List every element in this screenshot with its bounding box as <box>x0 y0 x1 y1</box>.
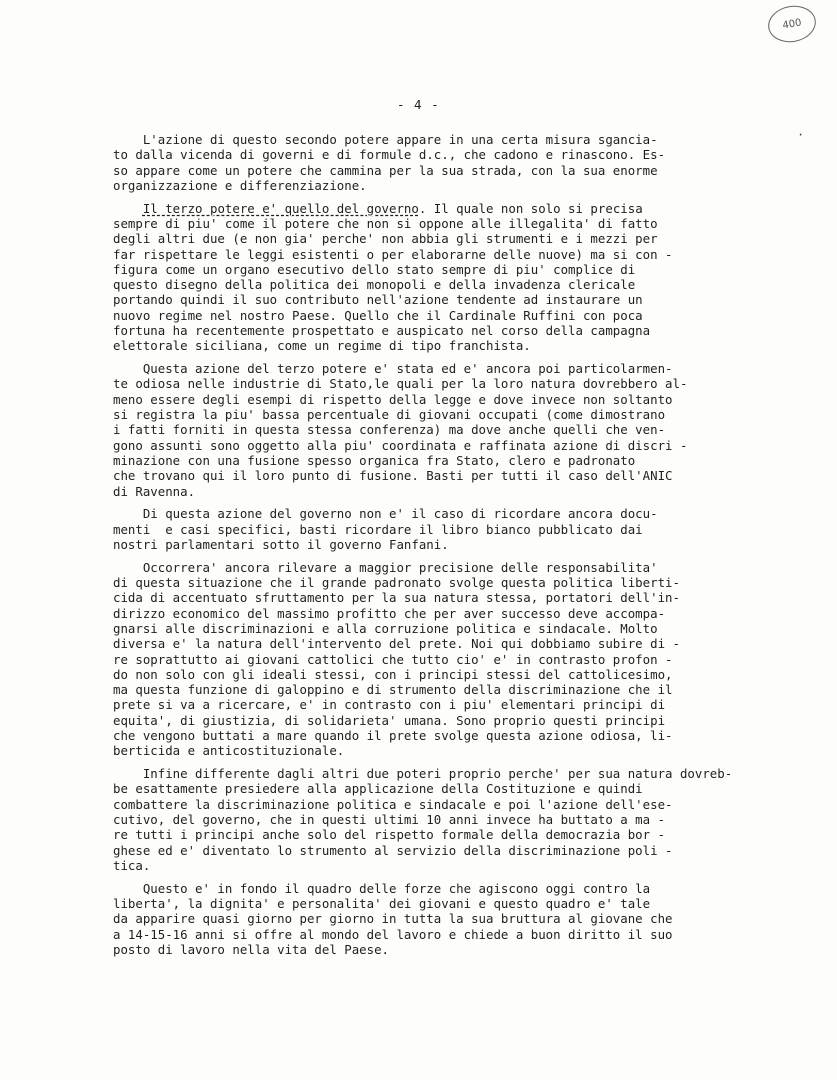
text-line: te odiosa nelle industrie di Stato,le quali per la loro natura dovrebbero al- <box>113 376 688 392</box>
paragraph <box>113 132 763 193</box>
text-line: cida di accentuato sfruttamento per la sua natura stessa, portatori dell'in- <box>113 590 680 606</box>
text-line: menti e casi specifici, basti ricordare il libro bianco pubblicato dai <box>113 521 643 537</box>
text-line: berticida e anticostituzionale. <box>113 743 345 759</box>
text-line: nostri parlamentari sotto il governo Fanfani. <box>113 536 449 552</box>
paragraph <box>113 766 763 873</box>
text-line: Il terzo potere e' quello del governo. Il quale non solo si precisa <box>142 200 643 216</box>
text-line: so appare come un potere che cammina per la sua strada, con la sua enorme <box>113 162 658 178</box>
text-line: nuovo regime nel nostro Paese. Quello che il Cardinale Ruffini con poca <box>113 307 643 323</box>
body-text <box>113 132 763 965</box>
text-line: ma questa funzione di galoppino e di strumento della discriminazione che il <box>113 682 673 698</box>
text-line: Questa azione del terzo potere e' stata ed e' ancora poi particolarmen- <box>113 361 673 377</box>
text-line: equita', di giustizia, di solidarieta' umana. Sono proprio questi principi <box>113 712 666 728</box>
text-line: che vengono buttati a mare quando il prete svolge questa azione odiosa, li- <box>113 727 673 743</box>
text-line: Occorrera' ancora rilevare a maggior precisione delle responsabilita' <box>113 559 658 575</box>
handwritten-page-stamp: 400 <box>765 2 819 46</box>
text-line: elettorale siciliana, come un regime di tipo franchista. <box>113 338 531 354</box>
text-line: dirizzo economico del massimo profitto che per aver successo deve accompa- <box>113 605 666 621</box>
text-line: organizzazione e differenziazione. <box>113 177 367 193</box>
text-line: posto di lavoro nella vita del Paese. <box>113 941 390 957</box>
text-line: fortuna ha recentemente prospettato e auspicato nel corso della campagna <box>113 323 651 339</box>
text-line: gnarsi alle discriminazioni e alla corruzione politica e sindacale. Molto <box>113 620 658 636</box>
text-line: figura come un organo esecutivo dello stato sempre di piu' complice di <box>113 261 636 277</box>
text-line: diversa e' la natura dell'intervento del prete. Noi qui dobbiamo subire di - <box>113 636 680 652</box>
text-line: be esattamente presiedere alla applicazione della Costituzione e quindi <box>113 781 643 797</box>
text-line: minazione con una fusione spesso organica fra Stato, clero e padronato <box>113 452 636 468</box>
page-number: - 4 - <box>397 97 440 112</box>
text-line: si registra la piu' bassa percentuale di giovani occupati (come dimostrano <box>113 407 666 423</box>
text-line: combattere la discriminazione politica e sindacale e poi l'azione dell'ese- <box>113 796 673 812</box>
text-line: cutivo, del governo, che in questi ultimi 10 anni invece ha buttato a ma - <box>113 811 666 827</box>
text-line: liberta', la dignita' e personalita' dei giovani e questo quadro e' tale <box>113 895 651 911</box>
text-line: re tutti i principi anche solo del rispetto formale della democrazia bor - <box>113 827 666 843</box>
text-line: re soprattutto ai giovani cattolici che tutto cio' e' in contrasto profon - <box>113 651 673 667</box>
text-line: di questa situazione che il grande padronato svolge questa politica liberti- <box>113 575 680 591</box>
text-line: sempre di piu' come il potere che non si oppone alle illegalita' di fatto <box>113 215 658 231</box>
paragraph <box>113 560 763 759</box>
text-line: L'azione di questo secondo potere appare in una certa misura sgancia- <box>113 132 658 147</box>
text-line: Questo e' in fondo il quadro delle forze che agiscono oggi contro la <box>113 880 651 896</box>
text-line: prete si va a ricercare, e' in contrasto con i piu' elementari principi di <box>113 697 666 713</box>
text-line: Infine differente dagli altri due poteri proprio perche' per sua natura dovreb- <box>113 766 733 782</box>
text-line: che trovano qui il loro punto di fusione. Basti per tutti il caso dell'ANIC <box>113 468 673 484</box>
underlined-heading-phrase: Il terzo potere e' quello del governo <box>142 200 419 216</box>
text-line: portando quindi il suo contributo nell'azione tendente ad instaurare un <box>113 292 643 308</box>
text-line: gono assunti sono oggetto alla piu' coordinata e raffinata azione di discri - <box>113 437 688 453</box>
text-line: ghese ed e' diventato lo strumento al servizio della discriminazione poli - <box>113 842 673 858</box>
text-line: di Ravenna. <box>113 483 196 499</box>
paragraph <box>113 881 763 957</box>
text-line: da apparire quasi giorno per giorno in tutta la sua bruttura al giovane che <box>113 911 673 927</box>
text-line: i fatti forniti in questa stessa conferenza) ma dove anche quelli che ven- <box>113 422 666 438</box>
text-line: tica. <box>113 857 151 873</box>
text-line: Di questa azione del governo non e' il caso di ricordare ancora docu- <box>113 506 658 522</box>
text-line: questo disegno della politica dei monopoli e della invadenza clericale <box>113 277 636 293</box>
text-line: far rispettare le leggi esistenti o per elaborarne delle nuove) ma si con - <box>113 246 673 262</box>
paragraph <box>113 201 763 354</box>
text-line: to dalla vicenda di governi e di formule d.c., che cadono e rinascono. Es- <box>113 147 666 163</box>
margin-mark: · <box>797 128 805 142</box>
paragraph <box>113 506 763 552</box>
text-line: do non solo con gli ideali stessi, con i principi stessi del cattolicesimo, <box>113 666 673 682</box>
text-line: degli altri due (e non gia' perche' non abbia gli strumenti e i mezzi per <box>113 231 658 247</box>
text-line: meno essere degli esempi di rispetto della legge e dove invece non soltanto <box>113 391 673 407</box>
text-line: a 14-15-16 anni si offre al mondo del lavoro e chiede a buon diritto il suo <box>113 926 673 942</box>
paragraph <box>113 361 763 499</box>
